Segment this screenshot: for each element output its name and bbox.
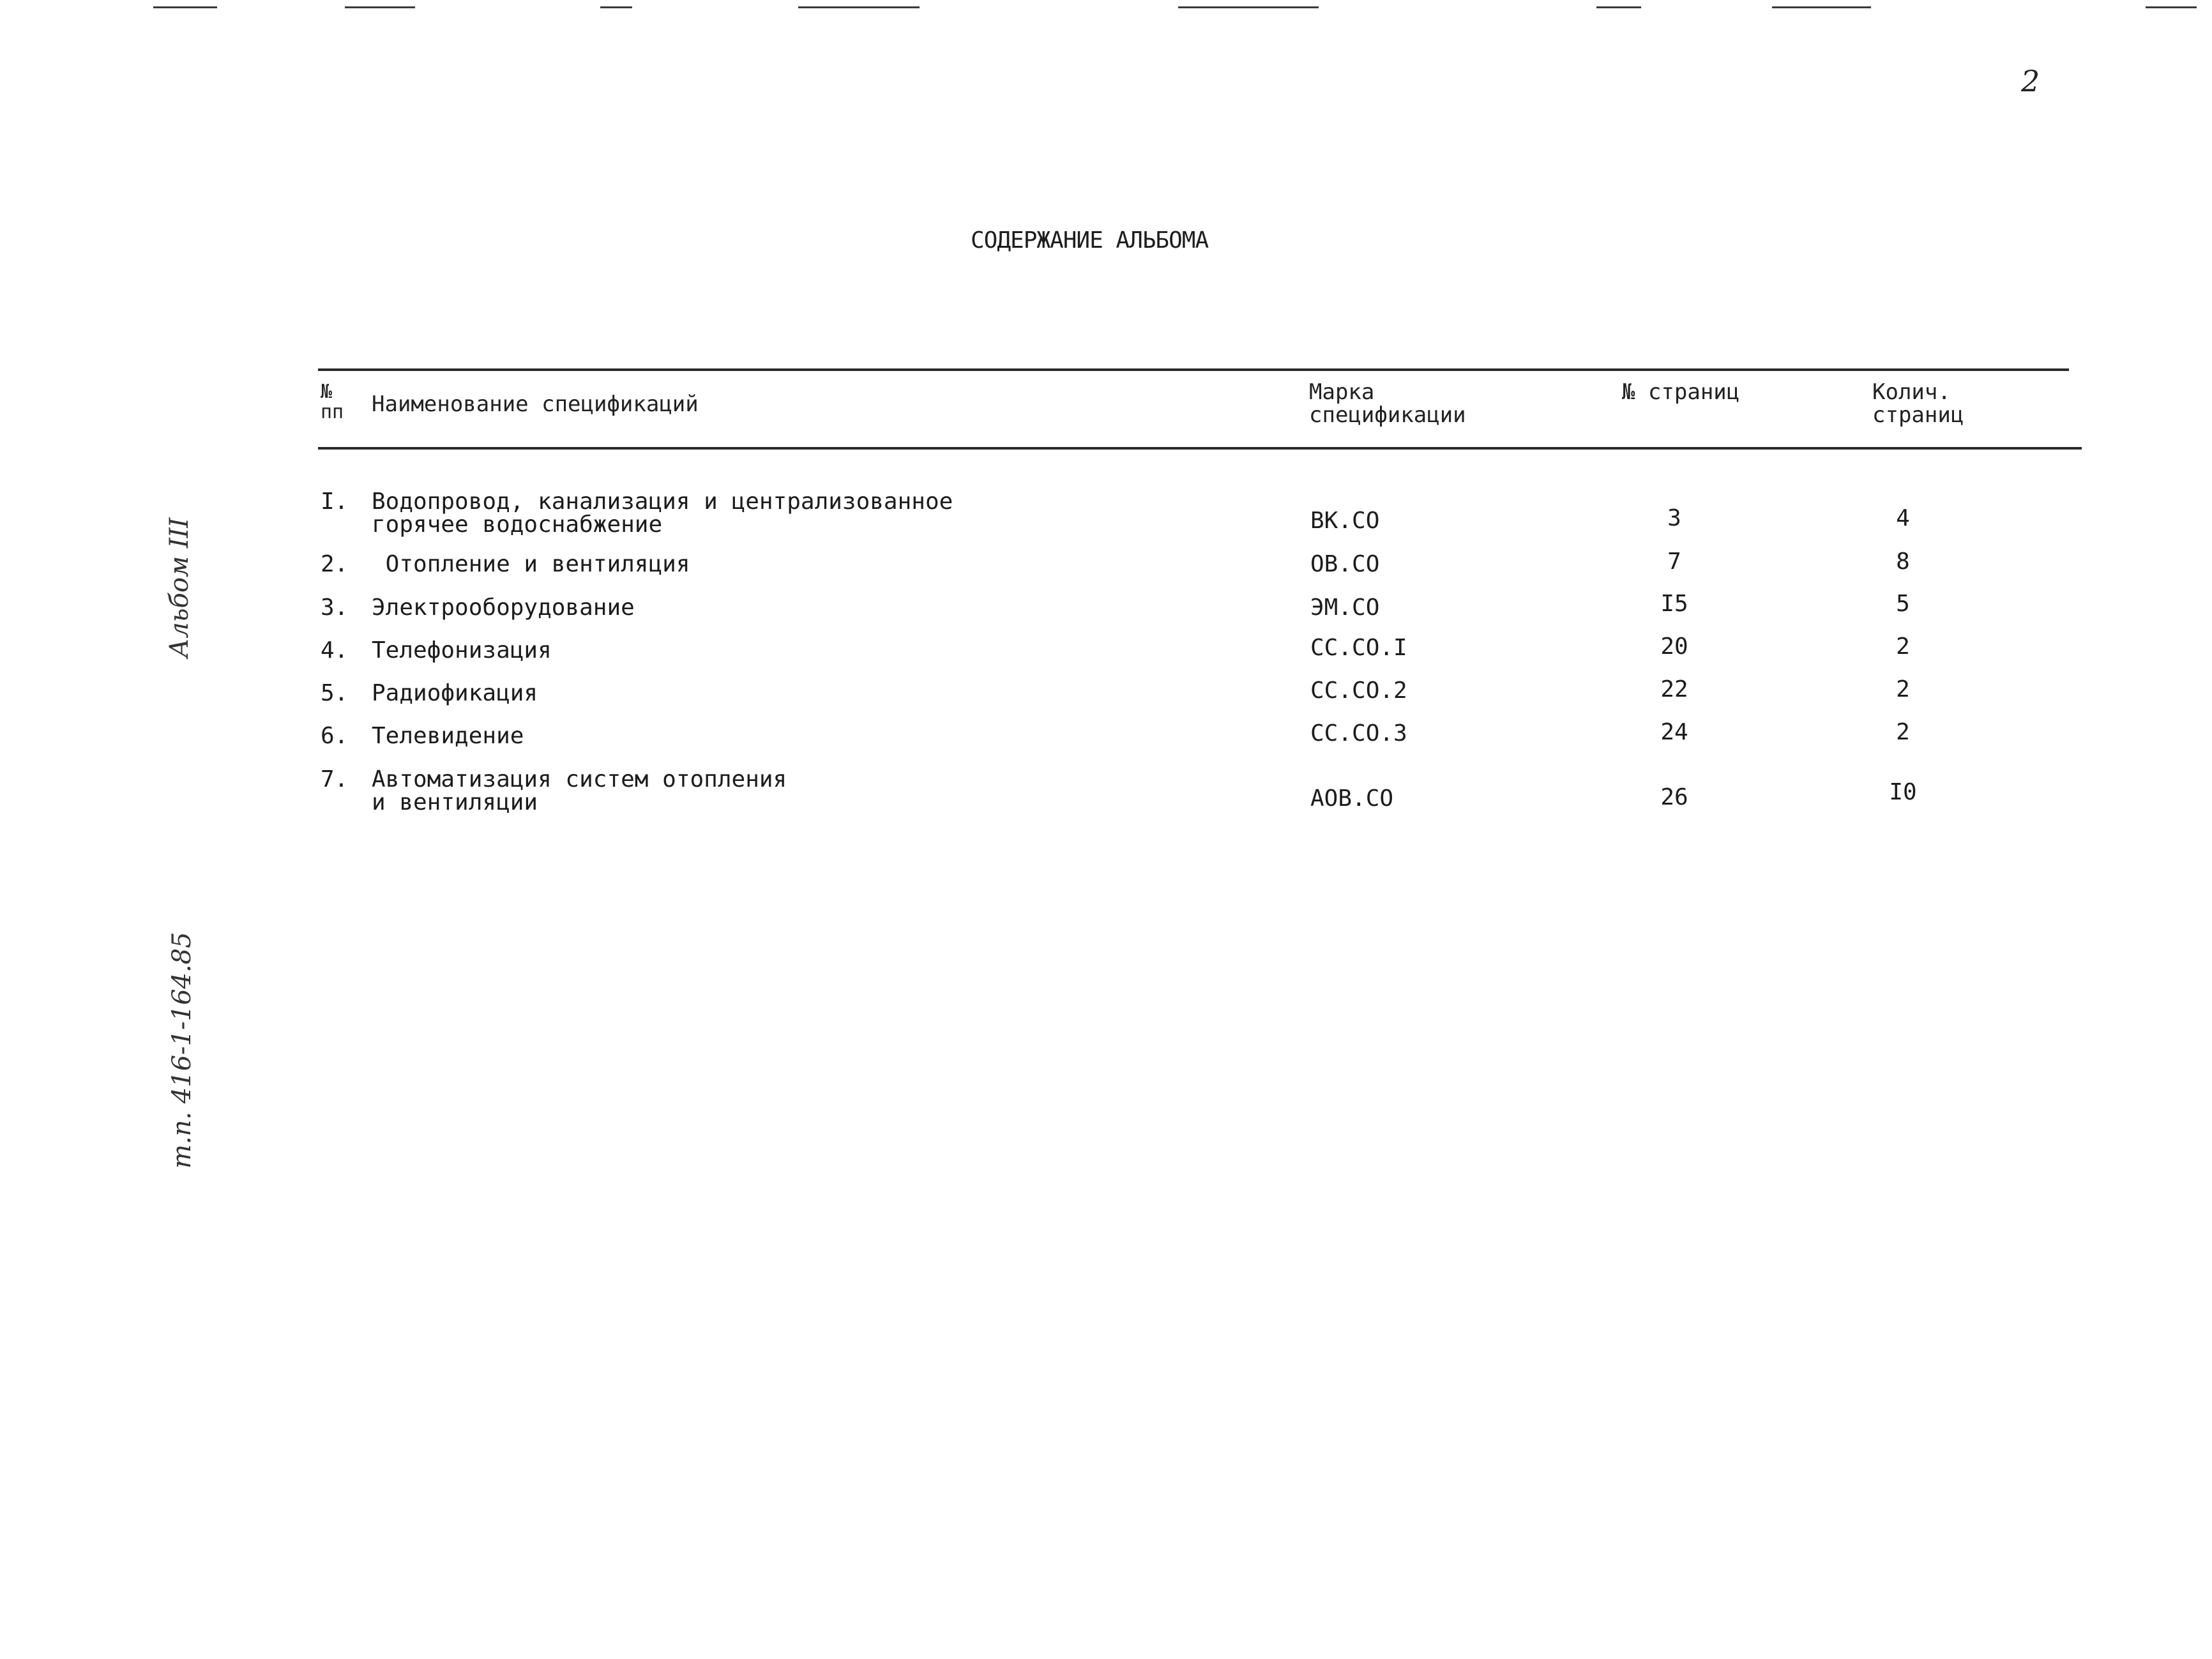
row-page: 7 — [1667, 549, 1681, 575]
margin-project-code: т.п. 416-1-164.85 — [167, 932, 197, 1169]
row-count: 8 — [1896, 549, 1910, 575]
margin-album-note: Альбом III — [165, 517, 194, 658]
row-page: 22 — [1660, 676, 1688, 702]
page-number: 2 — [2021, 64, 2040, 98]
row-page: I5 — [1660, 591, 1688, 617]
scan-edge-mark — [1772, 6, 1871, 8]
row-count: 2 — [1896, 676, 1910, 702]
header-mark: Марка спецификации — [1309, 379, 1466, 428]
row-page: 26 — [1660, 784, 1688, 810]
header-page: № страниц — [1622, 379, 1740, 405]
row-count: I0 — [1889, 779, 1917, 805]
row-name: Телефонизация — [372, 637, 552, 663]
row-number: 4. — [321, 637, 349, 663]
page-title: СОДЕРЖАНИЕ АЛЬБОМА — [971, 227, 1209, 254]
row-count: 2 — [1896, 633, 1910, 660]
row-name: Водопровод, канализация и централизованное горячее водоснабжение — [372, 489, 953, 538]
row-number: 2. — [321, 551, 349, 577]
header-number: № пп — [321, 381, 344, 423]
row-count: 5 — [1896, 591, 1910, 617]
row-page: 24 — [1660, 719, 1688, 745]
row-page: 20 — [1660, 633, 1688, 660]
row-number: 3. — [321, 595, 349, 621]
row-mark: СС.СО.2 — [1310, 678, 1407, 704]
row-number: 5. — [321, 680, 349, 706]
row-number: 7. — [321, 766, 349, 792]
row-name: Автоматизация систем отопления и вентиляции — [372, 766, 787, 815]
header-name: Наименование спецификаций — [372, 391, 699, 417]
row-mark: ВК.СО — [1310, 508, 1380, 534]
row-name: Отопление и вентиляция — [372, 551, 690, 577]
row-count: 4 — [1896, 505, 1910, 531]
row-mark: АОВ.СО — [1310, 785, 1394, 812]
scan-edge-mark — [1596, 6, 1641, 8]
row-name: Телевидение — [372, 723, 524, 749]
scan-edge-mark — [153, 6, 217, 8]
row-count: 2 — [1896, 719, 1910, 745]
row-name: Электрооборудование — [372, 595, 635, 621]
table-header-rule — [318, 447, 2082, 450]
row-mark: СС.СО.3 — [1310, 720, 1407, 746]
scan-edge-mark — [2146, 6, 2197, 8]
row-mark: СС.СО.I — [1310, 635, 1407, 661]
row-page: 3 — [1667, 505, 1681, 531]
scan-edge-mark — [798, 6, 920, 8]
scan-edge-mark — [1178, 6, 1319, 8]
row-number: I. — [321, 489, 349, 515]
header-count: Колич. страниц — [1872, 379, 1964, 428]
scan-edge-mark — [600, 6, 632, 8]
row-mark: ОВ.СО — [1310, 551, 1380, 577]
row-name: Радиофикация — [372, 680, 538, 706]
table-top-rule — [318, 368, 2069, 371]
scan-edge-mark — [345, 6, 415, 8]
row-mark: ЭМ.СО — [1310, 595, 1380, 621]
row-number: 6. — [321, 723, 349, 749]
